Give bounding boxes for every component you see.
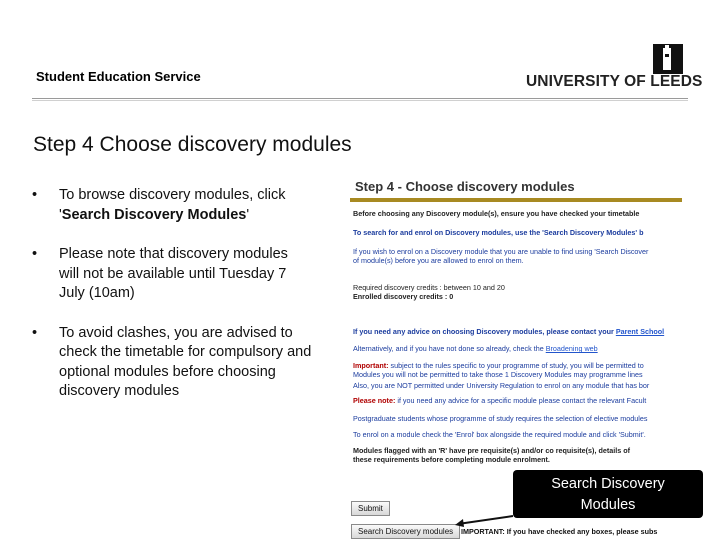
important-note: IMPORTANT: If you have checked any boxes, please subs [461, 527, 658, 536]
postgraduate-line: Postgraduate students whose programme of study requires the selection of elective modules [353, 414, 648, 423]
submit-button[interactable]: Submit [351, 501, 390, 516]
requisite-line: these requirements before completing module enrolment. [353, 455, 550, 464]
instruction-line: If you wish to enrol on a Discovery module that you are unable to find using 'Search Discover [353, 247, 649, 256]
credits-line: Required discovery credits : between 10 and 20 [353, 283, 505, 292]
screenshot-title: Step 4 - Choose discovery modules [355, 179, 575, 194]
search-discovery-modules-button[interactable]: Search Discovery modules [351, 524, 460, 539]
callout-text: Search Discovery Modules [551, 476, 665, 513]
header-divider [32, 98, 688, 99]
advice-line: Alternatively, and if you have not done so already, check the Broadening web [353, 344, 598, 353]
university-logo [526, 44, 703, 92]
header-service-name: Student Education Service [36, 69, 201, 84]
requisite-line: Modules flagged with an 'R' have pre requisite(s) and/or co requisite(s), details of [353, 446, 630, 455]
bullet-item: • To browse discovery modules, click 'Search Discovery Modules' [32, 187, 286, 223]
parent-school-link[interactable]: Parent School [615, 327, 665, 336]
credits-line: Enrolled discovery credits : 0 [353, 292, 454, 301]
important-line: Important: subject to the rules specific to your programme of study, you will be permitted to [353, 361, 644, 370]
bullet-list [32, 186, 312, 422]
callout-box [513, 470, 703, 518]
header-divider-shadow [32, 100, 688, 101]
logo-text: UNIVERSITY OF LEEDS [526, 73, 703, 90]
slide-title: Step 4 Choose discovery modules [33, 133, 352, 156]
important-line: Modules you will not be permitted to take those 1 Discovery Modules may programme lines [353, 370, 643, 379]
broadening-link[interactable]: Broadening web [545, 344, 598, 353]
instruction-line: Before choosing any Discovery module(s), ensure you have checked your timetable [353, 209, 640, 218]
enrol-line: To enrol on a module check the 'Enrol' box alongside the required module and click 'Submit'. [353, 430, 646, 439]
instruction-line: of module(s) before you are allowed to enrol on them. [353, 256, 524, 265]
note-line: Please note: if you need any advice for a specific module please contact the relevant Facult [353, 396, 647, 405]
bullet-item: • To avoid clashes, you are advised to check the timetable for compulsory and optional modules before choosing discovery modules [32, 324, 312, 399]
screenshot-title-bar [350, 198, 682, 202]
regulation-line: Also, you are NOT permitted under University Regulation to enrol on any module that has bor [353, 381, 650, 390]
advice-line: If you need any advice on choosing Discovery modules, please contact your Parent School [353, 327, 665, 336]
leeds-tower-icon [653, 44, 683, 74]
bullet-item: • Please note that discovery modules will not be available until Tuesday 7 July (10am) [32, 246, 288, 301]
instruction-line: To search for and enrol on Discovery modules, use the 'Search Discovery Modules' b [353, 228, 644, 237]
